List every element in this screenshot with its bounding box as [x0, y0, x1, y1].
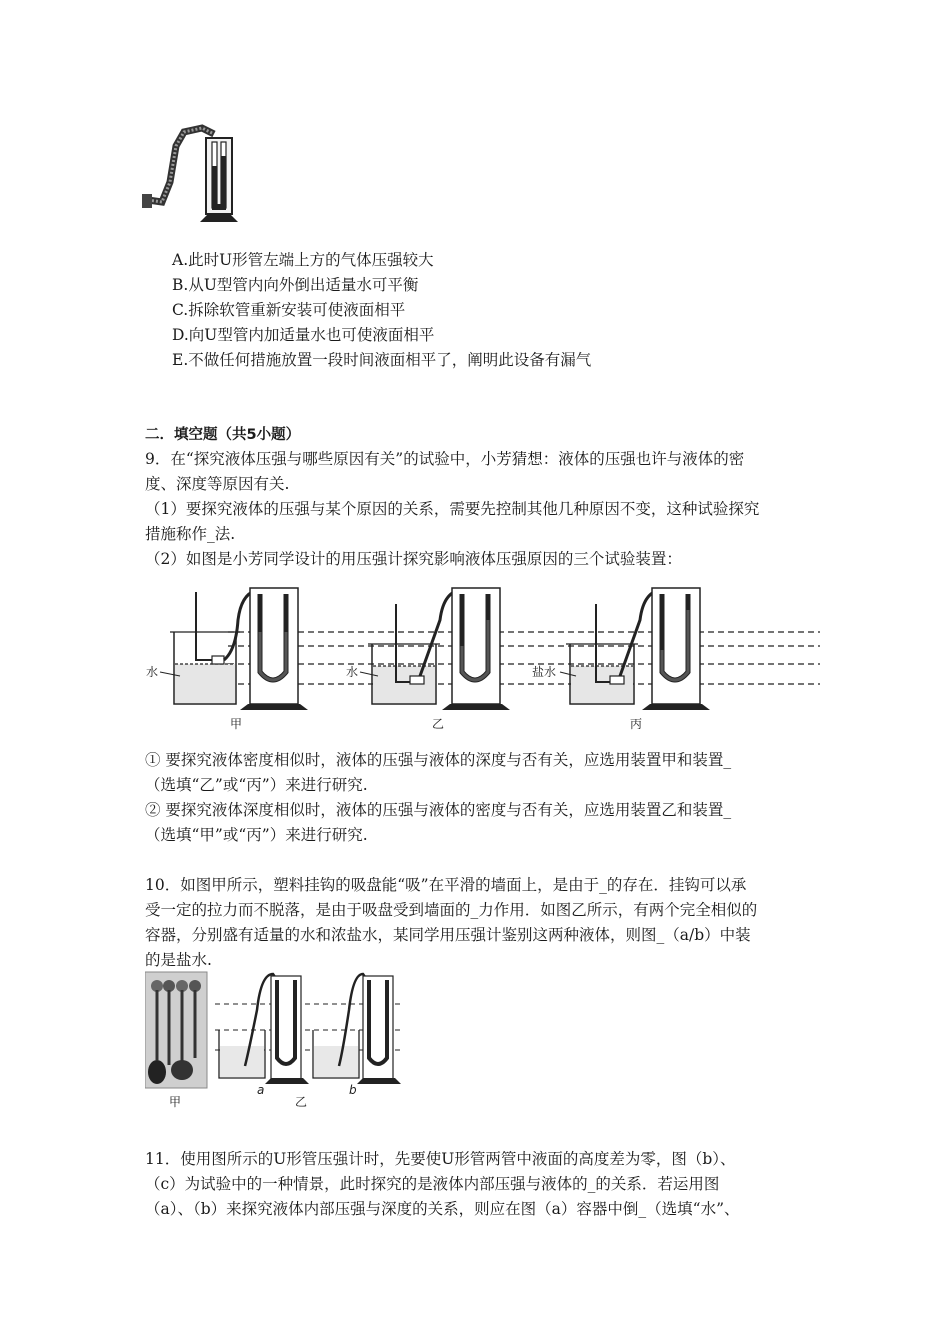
q11-line-1: 11．使用图所示的U形管压强计时，先要使U形管两管中液面的高度差为零，图（b）、 [145, 1150, 736, 1168]
q9-caption-3: 丙 [630, 717, 643, 731]
q9-line-1: 9．在“探究液体压强与哪些原因有关”的试验中，小芳猜想：液体的压强也许与液体的密 [145, 450, 745, 468]
q9-sub-1: ① 要探究液体密度相似时，液体的压强与液体的深度与否有关，应选用装置甲和装置_ [145, 751, 732, 769]
q11-line-2: （c）为试验中的一种情景，此时探究的是液体内部压强与液体的_的关系．若运用图 [145, 1175, 720, 1193]
q8-option-b: B.从U型管内向外倒出适量水可平衡 [172, 276, 419, 294]
q9-liquid-label-3: 盐水 [532, 665, 557, 679]
apparatus-bing [532, 588, 710, 731]
q8-manometer-figure [140, 122, 240, 226]
q10-line-2: 受一定的拉力而不脱落，是由于吸盘受到墙面的_力作用．如图乙所示，有两个完全相似的 [145, 901, 758, 919]
q9-line-3: （1）要探究液体的压强与某个原因的关系，需要先控制其他几种原因不变，这种试验探究 [145, 500, 760, 518]
apparatus-yi [346, 588, 510, 731]
q11-line-3: （a）、（b）来探究液体内部压强与深度的关系，则应在图（a）容器中倒_（选填“水”、 [145, 1200, 740, 1218]
q9-line-5: （2）如图是小芳同学设计的用压强计探究影响液体压强原因的三个试验装置： [145, 550, 682, 568]
q10-caption-jia: 甲 [169, 1095, 182, 1109]
q9-liquid-label-2: 水 [346, 665, 359, 679]
q9-liquid-label-1: 水 [146, 665, 159, 679]
q9-line-2: 度、深度等原因有关. [145, 475, 290, 493]
q9-sub-4: （选填“甲”或“丙”）来进行研究. [145, 826, 368, 844]
q10-caption-b: b [349, 1083, 357, 1097]
apparatus-jia [146, 588, 308, 731]
q10-line-3: 容器，分别盛有适量的水和浓盐水，某同学用压强计鉴别这两种液体，则图_（a/b）中装 [145, 926, 751, 944]
q9-line-4: 措施称作_法. [145, 525, 236, 543]
q8-option-e: E.不做任何措施放置一段时间液面相平了，阐明此设备有漏气 [172, 351, 592, 369]
section-heading: 二．填空题（共5小题） [145, 427, 301, 443]
q10-caption-a: a [257, 1083, 265, 1097]
q9-caption-2: 乙 [432, 717, 445, 731]
q10-caption-yi: 乙 [295, 1095, 308, 1109]
q9-caption-1: 甲 [230, 717, 243, 731]
q10-line-1: 10．如图甲所示，塑料挂钩的吸盘能“吸”在平滑的墙面上，是由于_的存在．挂钩可以承 [145, 876, 747, 894]
q9-apparatus-figure [140, 580, 820, 732]
q9-sub-2: （选填“乙”或“丙”）来进行研究. [145, 776, 368, 794]
q9-sub-3: ② 要探究液体深度相似时，液体的压强与液体的密度与否有关，应选用装置乙和装置_ [145, 801, 732, 819]
q8-option-a: A.此时U形管左端上方的气体压强较大 [172, 251, 434, 269]
q10-figure [145, 970, 405, 1112]
q8-option-c: C.拆除软管重新安装可使液面相平 [172, 301, 406, 319]
q8-option-d: D.向U型管内加适量水也可使液面相平 [172, 326, 435, 344]
q10-line-4: 的是盐水. [145, 951, 212, 969]
